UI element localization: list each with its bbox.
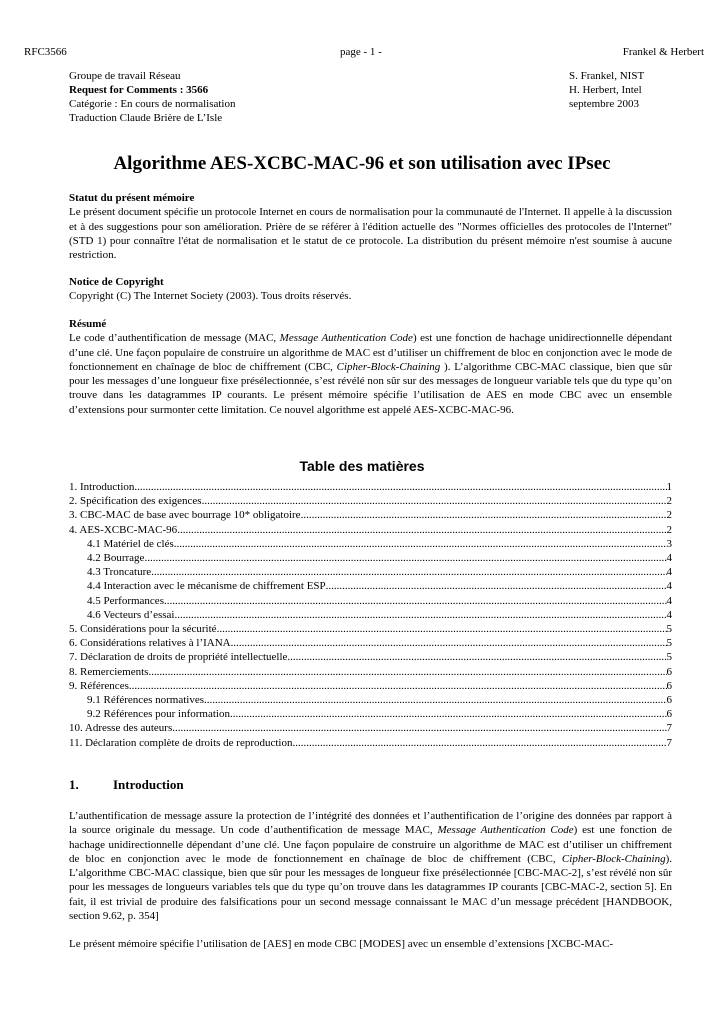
working-group: Groupe de travail Réseau	[69, 70, 181, 82]
table-of-contents	[69, 480, 672, 750]
toc-entry-page: 2	[666, 523, 672, 536]
toc-entry-label: 2. Spécification des exigences	[69, 495, 202, 508]
toc-entry[interactable]	[69, 594, 672, 608]
toc-entry-label: 9.2 Références pour information	[87, 708, 230, 721]
toc-entry-label: 10. Adresse des auteurs	[69, 722, 173, 735]
toc-entry[interactable]	[69, 537, 672, 551]
toc-entry-label: 6. Considérations relatives à l’IANA	[69, 637, 231, 650]
toc-leader-dots	[217, 622, 667, 636]
toc-entry[interactable]	[69, 679, 672, 693]
toc-entry[interactable]	[69, 494, 672, 508]
toc-entry-label: 1. Introduction	[69, 481, 135, 493]
toc-entry-page: 4	[666, 580, 672, 593]
toc-entry[interactable]	[69, 636, 672, 650]
toc-entry[interactable]	[69, 608, 672, 622]
toc-leader-dots	[287, 650, 666, 664]
toc-entry-label: 9.1 Références normatives	[87, 694, 204, 707]
toc-entry[interactable]	[69, 721, 672, 735]
toc-leader-dots	[174, 608, 666, 622]
toc-entry[interactable]	[69, 579, 672, 593]
toc-entry-label: 4. AES-XCBC-MAC-96	[69, 523, 178, 536]
introduction-body	[69, 809, 672, 966]
toc-entry-label: 4.4 Interaction avec le mécanisme de chiffrement ESP	[87, 580, 326, 593]
toc-leader-dots	[172, 721, 666, 735]
toc-entry-page: 5	[666, 651, 672, 664]
toc-entry-page: 6	[666, 679, 672, 692]
toc-entry-page: 5	[666, 637, 672, 650]
toc-leader-dots	[177, 523, 666, 537]
status-section	[69, 191, 672, 262]
copyright-heading: Notice de Copyright	[69, 276, 164, 288]
document-meta-left	[69, 69, 235, 125]
rfc-number: Request for Comments : 3566	[69, 84, 209, 96]
toc-entry-label: 4.3 Troncature	[87, 566, 152, 579]
toc-leader-dots	[164, 594, 667, 608]
toc-leader-dots	[151, 565, 666, 579]
toc-entry[interactable]	[69, 736, 672, 750]
toc-leader-dots	[301, 508, 667, 522]
toc-leader-dots	[230, 707, 667, 721]
header-page-number: page - 1 -	[340, 46, 382, 58]
toc-leader-dots	[204, 693, 667, 707]
toc-entry-page: 2	[666, 495, 672, 508]
section-number: 1.	[69, 777, 79, 792]
header-rfc-number: RFC3566	[24, 46, 67, 58]
toc-entry[interactable]	[69, 565, 672, 579]
toc-entry[interactable]	[69, 508, 672, 522]
toc-entry[interactable]	[69, 551, 672, 565]
toc-entry[interactable]	[69, 650, 672, 664]
toc-leader-dots	[202, 494, 667, 508]
document-meta-right	[569, 69, 644, 111]
copyright-text: Copyright (C) The Internet Society (2003). Tous droits réservés.	[69, 290, 352, 303]
toc-entry-page: 3	[666, 537, 672, 550]
toc-entry-label: 11. Déclaration complète de droits de reproduction	[69, 736, 293, 749]
toc-entry-page: 6	[666, 708, 672, 721]
toc-entry-label: 9. Références	[69, 679, 129, 692]
abstract-text: Le code d’authentification de message (MAC, Message Authentication Code) est une fonction de hachage unidirectionnelle dépendant d’une clé. Une façon populaire de construire un algorithme de MAC est d’utiliser un chiffrement de bloc en conjonction avec le mode de fonctionnement en chaînage de bloc de chiffrement (CBC, Cipher-Block-Chaining ). L’algorithme CBC-MAC classique, bien que sûr pour les messages d’une longueur fixe présélectionnée, s’est révélé non sûr sur des messages de longueur variable tels que du type qu’on trouve dans les datagrammes IP courants. Le présent mémoire spécifie l’utilisation de AES en mode CBC avec un ensemble d’extensions pour surmonter cette limitation. Ce nouvel algorithme est appelé AES-XCBC-MAC-96.	[69, 332, 672, 416]
toc-entry-label: 4.6 Vecteurs d’essai	[87, 608, 175, 621]
toc-title: Table des matières	[299, 458, 425, 474]
header-authors: Frankel & Herbert	[622, 46, 704, 58]
toc-entry-page: 7	[666, 722, 672, 735]
author-herbert: H. Herbert, Intel	[569, 84, 642, 96]
author-frankel: S. Frankel, NIST	[569, 70, 645, 82]
abstract-heading: Résumé	[69, 318, 107, 330]
toc-leader-dots	[293, 736, 667, 750]
toc-entry-label: 4.2 Bourrage	[87, 552, 145, 565]
toc-entry[interactable]	[69, 707, 672, 721]
toc-entry-label: 3. CBC-MAC de base avec bourrage 10* obligatoire	[69, 509, 301, 522]
toc-entry-page: 1	[666, 481, 672, 493]
status-heading: Statut du présent mémoire	[69, 192, 195, 204]
publication-date: septembre 2003	[569, 98, 639, 110]
toc-entry-label: 5. Considérations pour la sécurité	[69, 623, 217, 636]
abstract-section	[69, 317, 672, 417]
introduction-paragraph: L’authentification de message assure la protection de l’intégrité des données et l’authentification de l’origine des données par rapport à la source originale du message. Un code d’authentification de message MAC, Message Authentication Code) est une fonction de hachage unidirectionnelle dépendant d’une clé. Une façon populaire de construire un algorithme de MAC est d’utiliser un chiffrement de bloc en conjonction avec le mode de fonctionnement en chaînage de bloc de chiffrement (CBC, Cipher-Block-Chaining). L’algorithme CBC-MAC classique, bien que sûr pour les messages de longueur fixe présélectionnée [CBC-MAC-2], s’est révélé non sûr pour les messages de longueurs variables tels que du type qu’on trouve dans les datagrammes IP courants [CBC-MAC-2, section 5]. En fait, il est trivial de produire des falsifications pour un second message connaissant le MAC d’un message précédent [HANDBOOK, section 9.62, p. 354]	[69, 810, 672, 923]
toc-entry-label: 8. Remerciements	[69, 665, 149, 678]
toc-leader-dots	[231, 636, 667, 650]
toc-entry-label: 7. Déclaration de droits de propriété intellectuelle	[69, 651, 288, 664]
toc-leader-dots	[326, 579, 667, 593]
section-heading-introduction	[69, 776, 184, 794]
toc-entry-page: 6	[666, 665, 672, 678]
toc-entry-page: 4	[666, 566, 672, 579]
toc-entry[interactable]	[69, 693, 672, 707]
document-title: Algorithme AES-XCBC-MAC-96 et son utilisation avec IPsec	[113, 153, 611, 174]
status-text: Le présent document spécifie un protocole Internet en cours de normalisation pour la communauté de l'Internet. Il appelle à la discussion et à des suggestions pour son amélioration. Prière de se référer à l'édition actuelle des "Normes officielles des protocoles de l'Internet" (STD 1) pour connaître l'état de normalisation et le statut de ce protocole. La distribution du présent mémoire n'est soumise à aucune restriction.	[69, 206, 672, 262]
toc-entry-page: 6	[666, 694, 672, 707]
category: Catégorie : En cours de normalisation	[69, 98, 236, 110]
toc-entry-label: 4.1 Matériel de clés	[87, 537, 174, 550]
section-title: Introduction	[113, 777, 184, 792]
toc-entry-page: 7	[666, 736, 672, 749]
toc-leader-dots	[129, 679, 667, 693]
toc-leader-dots	[134, 480, 666, 494]
toc-leader-dots	[174, 537, 667, 551]
toc-entry-page: 2	[666, 509, 672, 522]
translator: Traduction Claude Brière de L’Isle	[69, 112, 223, 124]
toc-entry[interactable]	[69, 480, 672, 494]
toc-leader-dots	[148, 665, 666, 679]
toc-entry-page: 5	[666, 623, 672, 636]
copyright-section	[69, 275, 672, 304]
toc-entry-label: 4.5 Performances	[87, 594, 164, 607]
toc-entry[interactable]	[69, 665, 672, 679]
toc-entry-page: 4	[666, 608, 672, 621]
page-header	[24, 44, 704, 60]
toc-entry[interactable]	[69, 622, 672, 636]
toc-entry-page: 4	[666, 552, 672, 565]
toc-leader-dots	[144, 551, 666, 565]
introduction-paragraph: Le présent mémoire spécifie l’utilisation de [AES] en mode CBC [MODES] avec un ensemble d’extensions [XCBC-MAC-	[69, 938, 614, 951]
toc-entry-page: 4	[666, 594, 672, 607]
toc-entry[interactable]	[69, 523, 672, 537]
